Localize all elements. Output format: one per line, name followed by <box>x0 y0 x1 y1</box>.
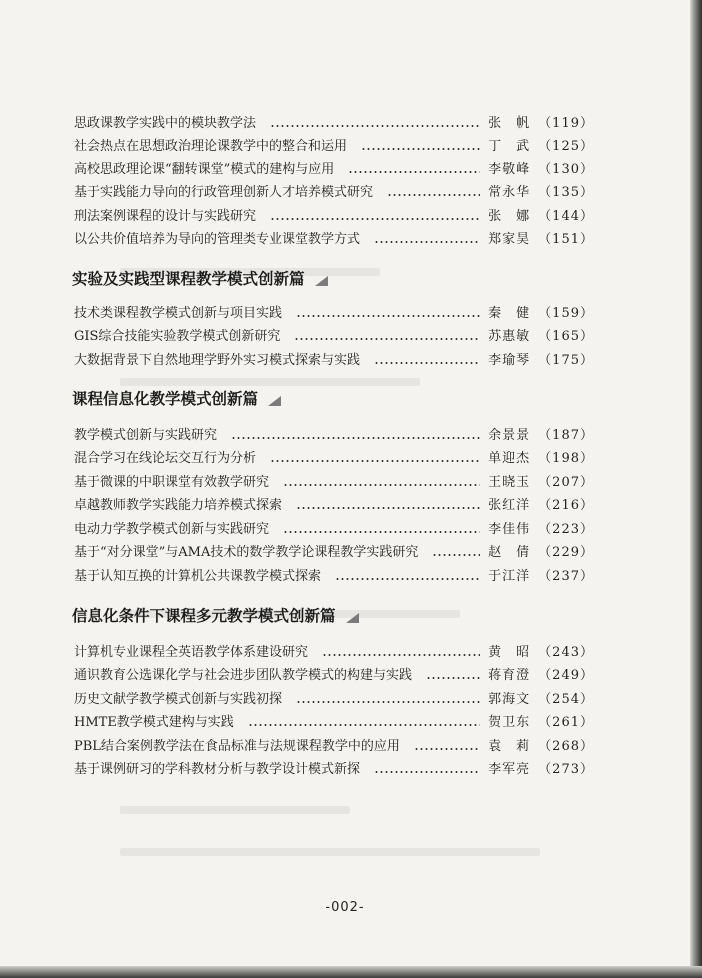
entry-page: （198） <box>538 451 594 466</box>
entry-author: 张红洋 <box>488 498 531 513</box>
toc-entry[interactable] <box>74 737 594 757</box>
entry-title: 基于“对分课堂”与AMA技术的数学教学论课程教学实践研究 <box>74 545 419 560</box>
dot-leader <box>296 701 480 703</box>
dot-leader <box>296 315 480 317</box>
entry-title: 通识教育公选课化学与社会进步团队教学模式的构建与实践 <box>74 668 413 683</box>
dot-leader <box>348 171 480 173</box>
entry-author: 李佳伟 <box>488 522 531 537</box>
entry-page: （159） <box>538 306 594 321</box>
entry-author: 赵 倩 <box>488 545 531 560</box>
entry-page: （237） <box>538 569 594 584</box>
section-heading <box>72 266 328 290</box>
toc-entry[interactable] <box>74 114 594 134</box>
dot-leader <box>270 218 480 220</box>
toc-entry[interactable] <box>74 473 594 493</box>
entry-page: （273） <box>538 762 594 777</box>
entry-author: 王晓玉 <box>488 475 531 490</box>
entry-page: （268） <box>538 739 594 754</box>
entry-page: （207） <box>538 475 594 490</box>
entry-page: （175） <box>538 353 594 368</box>
triangle-marker-icon <box>346 613 359 623</box>
dot-leader <box>248 724 480 726</box>
section-title: 实验及实践型课程教学模式创新篇 <box>72 270 305 288</box>
entry-author: 张 娜 <box>488 209 531 224</box>
entry-author: 贺卫东 <box>488 715 531 730</box>
section-heading <box>72 603 359 627</box>
entry-page: （249） <box>538 668 594 683</box>
entry-page: （254） <box>538 692 594 707</box>
entry-author: 李瑜琴 <box>488 353 531 368</box>
toc-entry[interactable] <box>74 351 594 371</box>
section-title: 课程信息化教学模式创新篇 <box>72 390 259 408</box>
page-number: -002- <box>325 900 365 915</box>
toc-entry[interactable] <box>74 426 594 446</box>
dot-leader <box>374 241 480 243</box>
entry-title: GIS综合技能实验教学模式创新研究 <box>74 329 281 344</box>
toc-entry[interactable] <box>74 690 594 710</box>
entry-title: 大数据背景下自然地理学野外实习模式探索与实践 <box>74 353 361 368</box>
entry-author: 丁 武 <box>488 139 531 154</box>
dot-leader <box>335 578 480 580</box>
entry-title: 电动力学教学模式创新与实践研究 <box>74 522 270 537</box>
entry-page: （261） <box>538 715 594 730</box>
entry-author: 郑家昊 <box>488 232 531 247</box>
entry-title: 教学模式创新与实践研究 <box>74 428 218 443</box>
toc-entry[interactable] <box>74 449 594 469</box>
entry-title: 刑法案例课程的设计与实践研究 <box>74 209 257 224</box>
bleed-through-mark <box>120 848 540 856</box>
section-title: 信息化条件下课程多元教学模式创新篇 <box>72 607 336 625</box>
entry-title: 技术类课程教学模式创新与项目实践 <box>74 306 283 321</box>
entry-author: 常永华 <box>488 185 531 200</box>
triangle-marker-icon <box>268 396 281 406</box>
entry-page: （243） <box>538 645 594 660</box>
entry-title: 高校思政理论课“翻转课堂”模式的建构与应用 <box>74 162 335 177</box>
dot-leader <box>361 148 480 150</box>
entry-title: HMTE教学模式建构与实践 <box>74 715 234 730</box>
section-heading <box>72 386 281 410</box>
entry-title: 卓越教师教学实践能力培养模式探索 <box>74 498 283 513</box>
entry-title: 基于认知互换的计算机公共课教学模式探索 <box>74 569 322 584</box>
dot-leader <box>270 460 480 462</box>
entry-title: 基于微课的中职课堂有效教学研究 <box>74 475 270 490</box>
toc-entry[interactable] <box>74 760 594 780</box>
dot-leader <box>283 531 480 533</box>
toc-entry[interactable] <box>74 520 594 540</box>
bleed-through-mark <box>120 378 420 386</box>
entry-author: 李军亮 <box>488 762 531 777</box>
toc-entry[interactable] <box>74 496 594 516</box>
entry-page: （125） <box>538 139 594 154</box>
entry-title: 混合学习在线论坛交互行为分析 <box>74 451 257 466</box>
dot-leader <box>296 507 480 509</box>
dot-leader <box>432 554 480 556</box>
triangle-marker-icon <box>315 276 328 286</box>
dot-leader <box>322 654 480 656</box>
dot-leader <box>426 677 480 679</box>
entry-page: （119） <box>538 116 594 131</box>
entry-page: （151） <box>538 232 594 247</box>
dot-leader <box>414 748 480 750</box>
toc-entry[interactable] <box>74 304 594 324</box>
dot-leader <box>374 771 480 773</box>
entry-author: 单迎杰 <box>488 451 531 466</box>
entry-title: 社会热点在思想政治理论课教学中的整合和运用 <box>74 139 348 154</box>
toc-entry[interactable] <box>74 137 594 157</box>
bleed-through-mark <box>120 806 350 814</box>
entry-page: （223） <box>538 522 594 537</box>
entry-title: 基于实践能力导向的行政管理创新人才培养模式研究 <box>74 185 374 200</box>
dot-leader <box>283 484 480 486</box>
toc-entry[interactable] <box>74 713 594 733</box>
entry-page: （165） <box>538 329 594 344</box>
entry-author: 苏惠敏 <box>488 329 531 344</box>
entry-title: 计算机专业课程全英语教学体系建设研究 <box>74 645 309 660</box>
entry-author: 余景景 <box>488 428 531 443</box>
toc-entry[interactable] <box>74 160 594 180</box>
entry-page: （229） <box>538 545 594 560</box>
entry-title: 以公共价值培养为导向的管理类专业课堂教学方式 <box>74 232 361 247</box>
dot-leader <box>387 194 480 196</box>
entry-title: 思政课教学实践中的模块教学法 <box>74 116 257 131</box>
entry-page: （135） <box>538 185 594 200</box>
entry-author: 张 帆 <box>488 116 531 131</box>
toc-entry[interactable] <box>74 183 594 203</box>
entry-title: PBL结合案例教学法在食品标准与法规课程教学中的应用 <box>74 739 400 754</box>
dot-leader <box>374 362 480 364</box>
page-edge-shadow <box>0 966 702 978</box>
toc-entry[interactable] <box>74 666 594 686</box>
dot-leader <box>231 437 480 439</box>
entry-page: （216） <box>538 498 594 513</box>
toc-entry[interactable] <box>74 327 594 347</box>
dot-leader <box>294 338 480 340</box>
toc-entry[interactable] <box>74 543 594 563</box>
entry-author: 李敬峰 <box>488 162 531 177</box>
entry-title: 基于课例研习的学科教材分析与教学设计模式新探 <box>74 762 361 777</box>
dot-leader <box>270 125 480 127</box>
entry-title: 历史文献学教学模式创新与实践初探 <box>74 692 283 707</box>
entry-author: 蒋育澄 <box>488 668 531 683</box>
entry-page: （130） <box>538 162 594 177</box>
entry-author: 于江洋 <box>488 569 531 584</box>
entry-author: 黄 昭 <box>488 645 531 660</box>
toc-entry[interactable] <box>74 230 594 250</box>
toc-entry[interactable] <box>74 567 594 587</box>
entry-author: 秦 健 <box>488 306 531 321</box>
page-edge-shadow <box>690 0 702 978</box>
toc-entry[interactable] <box>74 207 594 227</box>
toc-entry[interactable] <box>74 643 594 663</box>
entry-page: （187） <box>538 428 594 443</box>
entry-author: 袁 莉 <box>488 739 531 754</box>
entry-author: 郭海文 <box>488 692 531 707</box>
entry-page: （144） <box>538 209 594 224</box>
